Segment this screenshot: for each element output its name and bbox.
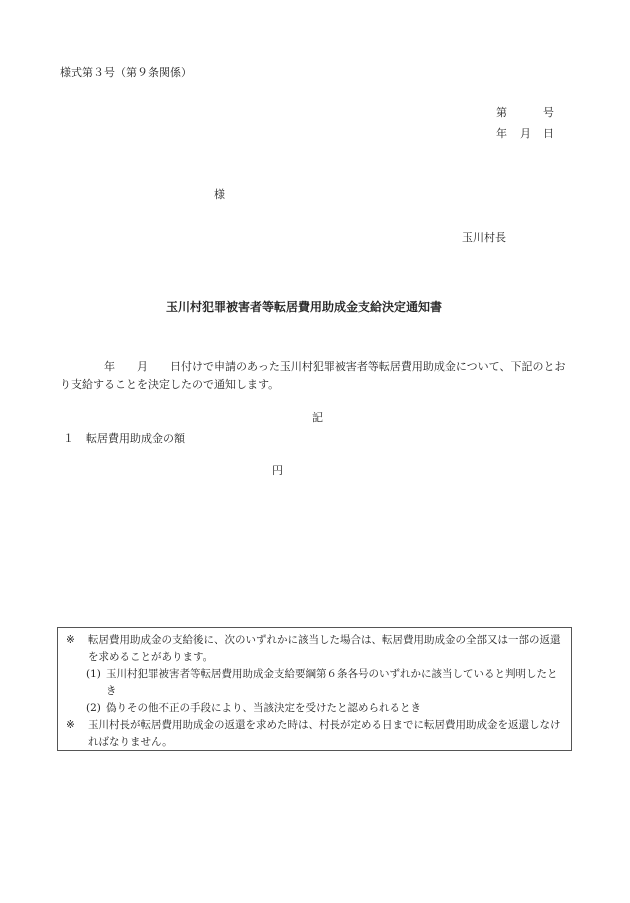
note-2 [66,717,565,751]
body-year: 年 [104,360,115,373]
body-month: 月 [137,360,148,373]
amount-unit: 円 [272,464,283,477]
notice-item-2-text: 偽りその他不正の手段により、当該決定を受けたと認められるとき [106,702,421,714]
section-1-label: 転居費用助成金の額 [86,432,185,445]
note-1-mark: ※ [66,634,75,646]
notice-item-1 [66,666,565,700]
note-2-text: 玉川村長が転居費用助成金の返還を求めた時は、村長が定める日までに転居費用助成金を返還しなければなりません。 [88,719,561,748]
document-title: 玉川村犯罪被害者等転居費用助成金支給決定通知書 [166,300,443,314]
notice-item-1-text: 玉川村犯罪被害者等転居費用助成金支給要綱第６条各号のいずれかに該当していると判明したとき [106,668,558,697]
note-1 [66,632,565,666]
doc-number-dai: 第 [496,106,507,119]
date-day: 日 [543,127,554,140]
note-2-mark: ※ [66,719,75,731]
doc-number-go: 号 [543,106,554,119]
ki-label: 記 [312,411,323,424]
recipient-honorific: 様 [214,188,225,201]
notice-box [57,627,572,751]
body-paragraph [60,358,575,394]
date-month: 月 [520,127,531,140]
section-1 [63,430,185,446]
notice-item-1-number: (1) [86,668,101,680]
date-year: 年 [496,127,507,140]
issuer: 玉川村長 [462,231,506,244]
note-1-text: 転居費用助成金の支給後に、次のいずれかに該当した場合は、転居費用助成金の全部又は一部の返還を求めることがあります。 [88,634,561,663]
body-text: 日付けで申請のあった玉川村犯罪被害者等転居費用助成金について、下記のとおり支給することを決定したので通知します。 [60,360,566,391]
form-label: 様式第３号（第９条関係） [60,66,192,79]
notice-item-2-number: (2) [86,702,101,714]
notice-item-2 [66,700,565,717]
section-1-number: １ [63,432,74,445]
